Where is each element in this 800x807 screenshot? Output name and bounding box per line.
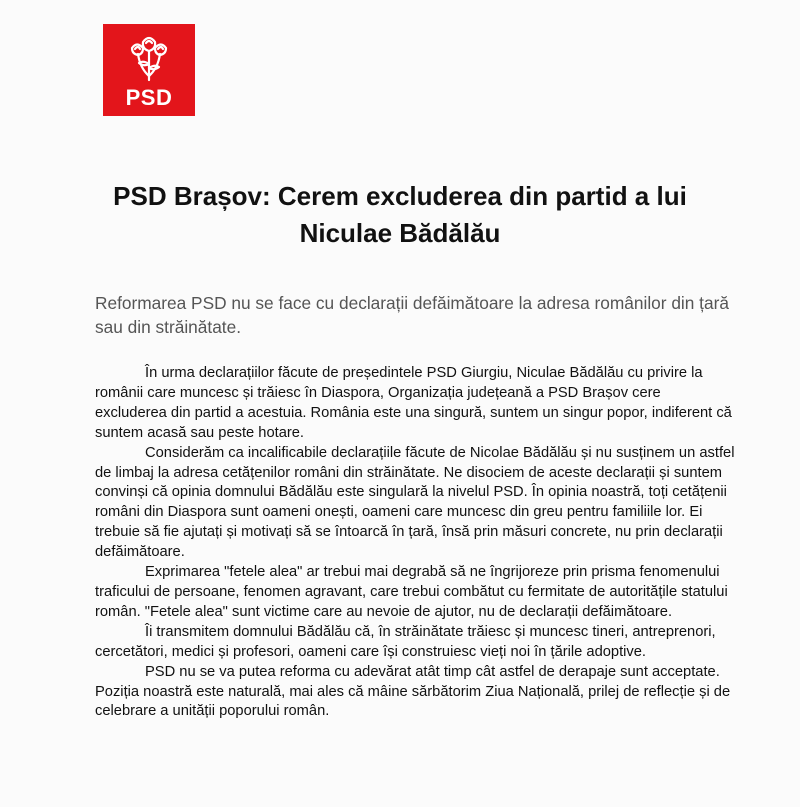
paragraph: În urma declarațiilor făcute de președintele PSD Giurgiu, Niculae Bădălău cu privire la românii care muncesc și trăiesc în Diaspora, Organizația județeană a PSD Brașov cere excluderea din partid a acestuia. România este una singură, suntem un singur popor, indiferent că suntem acasă sau peste hotare. xyxy=(95,365,732,441)
subtitle: Reformarea PSD nu se face cu declarații defăimătoare la adresa românilor din țară sau din străinătate. xyxy=(95,293,729,337)
paragraph: Considerăm ca incalificabile declarațiile făcute de Nicolae Bădălău și nu susținem un astfel de limbaj la adresa cetățenilor români din străinătate. Ne disociem de aceste declarații și suntem convinși că opinia domnului Bădălău este singulară la nivelul PSD. În opinia noastră, toți cetățenii români din Diaspora sunt oameni onești, oameni care muncesc din greu pentru familiile lor. Ei trebuie să fie ajutați și motivați să se întoarcă în țară, însă prin măsuri concrete, nu prin declarații defăimătoare. xyxy=(95,444,735,561)
paragraph: PSD nu se va putea reforma cu adevărat atât timp cât astfel de derapaje sunt acceptate. xyxy=(145,663,720,680)
paragraph: Îi transmitem domnului Bădălău că, în străinătate trăiesc și muncesc tineri, antreprenori, cercetători, medici și profesori, oameni care își construiesc vieți noi în țările adoptive. xyxy=(95,623,716,660)
title-line-1: PSD Brașov: Cerem excluderea din partid a lui xyxy=(113,181,687,211)
paragraph: Poziția noastră este naturală, mai ales că mâine sărbătorim Ziua Națională, prilej de reflecție și de celebrare a unității poporului român. xyxy=(95,683,731,720)
title-line-2: Niculae Bădălău xyxy=(299,218,501,248)
psd-logo xyxy=(103,24,195,116)
body-text xyxy=(95,364,735,722)
logo-text: PSD xyxy=(125,85,173,110)
page-title xyxy=(90,178,710,252)
paragraph: Exprimarea "fetele alea" ar trebui mai degrabă să ne îngrijoreze prin prisma fenomenului traficului de persoane, fenomen agravant, care trebui combătut cu fermitate de autoritățile statului român. "Fetele alea" sunt victime care au nevoie de ajutor, nu de declarații defăimătoare. xyxy=(95,564,728,620)
